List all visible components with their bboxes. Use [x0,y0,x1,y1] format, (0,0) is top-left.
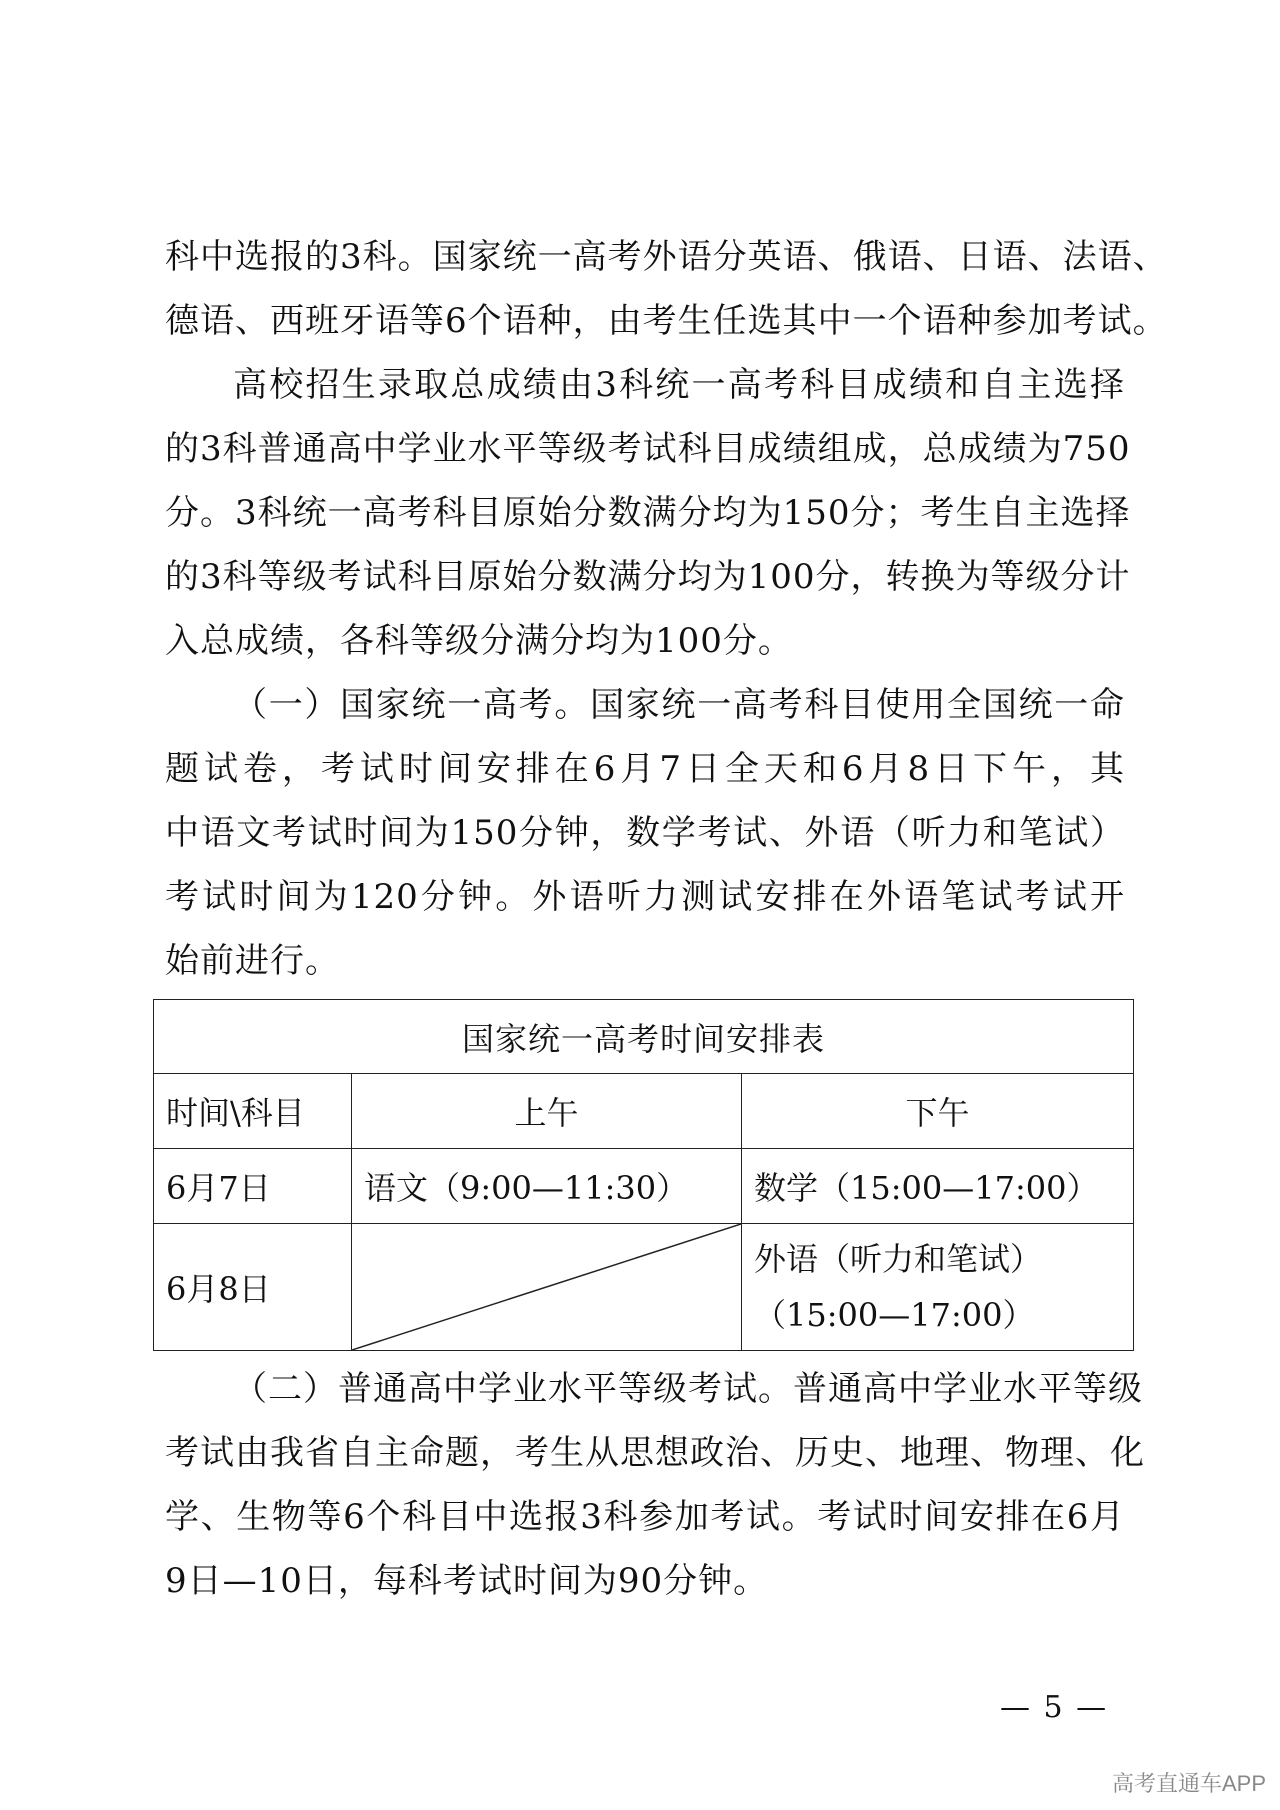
text-line: 入总成绩，各科等级分满分均为100分。 [165,621,793,661]
text-line: 高校招生录取总成绩由3科统一高考科目成绩和自主选择 [233,365,1125,405]
text-line: 分。3科统一高考科目原始分数满分均为150分；考生自主选择 [165,493,1131,533]
text-line: 考试由我省自主命题，考生从思想政治、历史、地理、物理、化 [165,1433,1145,1473]
page-number: — 5 — [1000,1690,1109,1725]
table-row [154,1224,1134,1351]
table-cell-date: 6月7日 [154,1149,352,1224]
table-cell-afternoon: 数学（15:00—17:00） [742,1149,1134,1224]
text-line: 考试时间为120分钟。外语听力测试安排在外语笔试考试开 [165,877,1125,917]
app-watermark: 高考直通车APP [1111,1771,1266,1796]
document-body [165,225,1168,1613]
text-line: 德语、西班牙语等6个语种，由考生任选其中一个语种参加考试。 [165,301,1168,341]
table-row [154,1149,1134,1224]
paragraph-subjects [165,225,1168,353]
text-line: （二）普通高中学业水平等级考试。普通高中学业水平等级 [233,1369,1143,1409]
table-title-row [154,1000,1134,1074]
text-line: 始前进行。 [165,941,340,981]
table-cell-morning-empty [352,1224,742,1351]
table-header-row [154,1074,1134,1149]
exam-schedule-table [153,999,1134,1351]
table-header-morning: 上午 [352,1074,742,1149]
table-cell-afternoon-time: （15:00—17:00） [754,1296,1035,1334]
paragraph-level-exam [165,1357,1145,1613]
text-line: 的3科普通高中学业水平等级考试科目成绩组成，总成绩为750 [165,429,1131,469]
text-line: 中语文考试时间为150分钟，数学考试、外语（听力和笔试） [165,813,1125,853]
table-cell-morning: 语文（9:00—11:30） [352,1149,742,1224]
diagonal-slash-line [352,1224,741,1350]
text-line: 的3科等级考试科目原始分数满分均为100分，转换为等级分计 [165,557,1131,597]
paragraph-total-score [165,353,1131,673]
text-line: （一）国家统一高考。国家统一高考科目使用全国统一命 [233,685,1125,725]
text-line: 科中选报的3科。国家统一高考外语分英语、俄语、日语、法语、 [165,237,1168,277]
table-cell-afternoon [742,1224,1134,1351]
table-cell-afternoon-subject: 外语（听力和笔试） [754,1240,1043,1278]
paragraph-national-exam [165,673,1125,993]
table-cell-date: 6月8日 [154,1224,352,1351]
table-title: 国家统一高考时间安排表 [154,1000,1134,1074]
exam-schedule-table-wrapper [153,999,1133,1351]
text-line: 题试卷，考试时间安排在6月7日全天和6月8日下午，其 [165,749,1125,789]
text-line: 学、生物等6个科目中选报3科参加考试。考试时间安排在6月 [165,1497,1125,1537]
table-header-afternoon: 下午 [742,1074,1134,1149]
table-header-corner: 时间\科目 [154,1074,352,1149]
text-line: 9日—10日，每科考试时间为90分钟。 [165,1561,769,1601]
